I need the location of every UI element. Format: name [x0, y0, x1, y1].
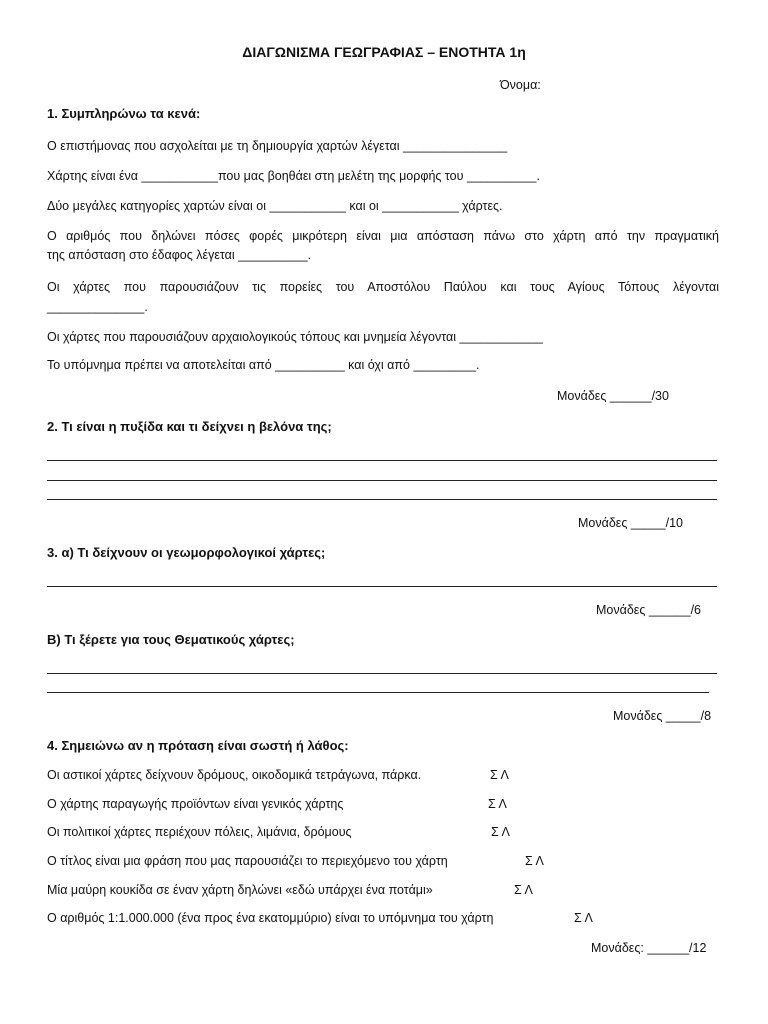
- answer-line[interactable]: [47, 480, 717, 481]
- fill-blank-item: Οι χάρτες που παρουσιάζουν τις πορείες του Αποστόλου Παύλου και τους Αγίους Τόπους λέγονται: [47, 280, 719, 294]
- true-false-options[interactable]: Σ Λ: [490, 768, 509, 782]
- answer-line[interactable]: [47, 586, 717, 587]
- true-false-options[interactable]: Σ Λ: [514, 883, 533, 897]
- true-false-statement: Ο αριθμός 1:1.000.000 (ένα προς ένα εκατομμύριο) είναι το υπόμνημα του χάρτη: [47, 911, 494, 925]
- true-false-options[interactable]: Σ Λ: [525, 854, 544, 868]
- fill-blank-item: Δύο μεγάλες κατηγορίες χαρτών είναι οι ___________ και οι ___________ χάρτες.: [47, 199, 503, 213]
- section-4-heading: 4. Σημειώνω αν η πρόταση είναι σωστή ή λάθος:: [47, 738, 349, 753]
- true-false-options[interactable]: Σ Λ: [574, 911, 593, 925]
- answer-line[interactable]: [47, 692, 709, 693]
- fill-blank-item-continued: της απόσταση στο έδαφος λέγεται __________.: [47, 248, 312, 262]
- fill-blank-item: Το υπόμνημα πρέπει να αποτελείται από __________ και όχι από _________.: [47, 358, 480, 372]
- section-1-heading: 1. Συμπληρώνω τα κενά:: [47, 106, 201, 121]
- true-false-options[interactable]: Σ Λ: [491, 825, 510, 839]
- true-false-statement: Μία μαύρη κουκίδα σε έναν χάρτη δηλώνει «εδώ υπάρχει ένα ποτάμι»: [47, 883, 433, 897]
- section-2-score: Μονάδες _____/10: [578, 516, 684, 530]
- answer-line[interactable]: [47, 499, 717, 500]
- section-3a-heading: 3. α) Τι δείχνουν οι γεωμορφολογικοί χάρτες;: [47, 545, 326, 560]
- section-1-score: Μονάδες ______/30: [557, 389, 669, 403]
- section-4-score: Μονάδες: ______/12: [591, 941, 707, 955]
- true-false-statement: Ο χάρτης παραγωγής προϊόντων είναι γενικός χάρτης: [47, 797, 344, 811]
- section-3b-heading: Β) Τι ξέρετε για τους Θεματικούς χάρτες;: [47, 632, 295, 647]
- fill-blank-item-continued: ______________.: [47, 300, 148, 314]
- true-false-statement: Οι πολιτικοί χάρτες περιέχουν πόλεις, λιμάνια, δρόμους: [47, 825, 352, 839]
- name-label: Όνομα:: [500, 78, 541, 92]
- section-3a-score: Μονάδες ______/6: [596, 603, 702, 617]
- true-false-statement: Ο τίτλος είναι μια φράση που μας παρουσιάζει το περιεχόμενο του χάρτη: [47, 854, 448, 868]
- page-title: ΔΙΑΓΩΝΙΣΜΑ ΓΕΩΓΡΑΦΙΑΣ – ΕΝΟΤΗΤΑ 1η: [242, 44, 526, 60]
- section-3b-score: Μονάδες _____/8: [613, 709, 712, 723]
- fill-blank-item: Ο επιστήμονας που ασχολείται με τη δημιουργία χαρτών λέγεται _______________: [47, 139, 508, 153]
- fill-blank-item: Οι χάρτες που παρουσιάζουν αρχαιολογικούς τόπους και μνημεία λέγονται ____________: [47, 330, 543, 344]
- fill-blank-item: Χάρτης είναι ένα ___________που μας βοηθάει στη μελέτη της μορφής του __________.: [47, 169, 540, 183]
- fill-blank-item: Ο αριθμός που δηλώνει πόσες φορές μικρότερη είναι μια απόσταση πάνω στο χάρτη από την πραγματική: [47, 229, 719, 243]
- answer-line[interactable]: [47, 673, 717, 674]
- true-false-statement: Οι αστικοί χάρτες δείχνουν δρόμους, οικοδομικά τετράγωνα, πάρκα.: [47, 768, 422, 782]
- true-false-options[interactable]: Σ Λ: [488, 797, 507, 811]
- section-2-heading: 2. Τι είναι η πυξίδα και τι δείχνει η βελόνα της;: [47, 419, 332, 434]
- answer-line[interactable]: [47, 460, 717, 461]
